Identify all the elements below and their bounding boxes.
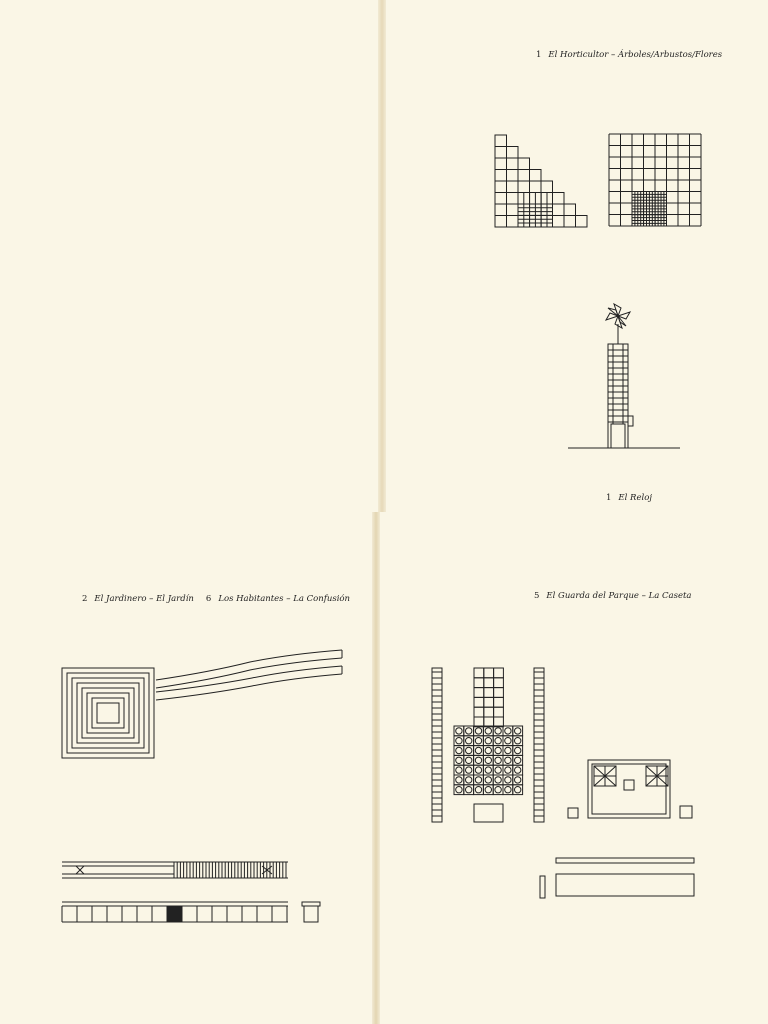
square-grid-drawing xyxy=(608,133,702,227)
caption-number: 5 xyxy=(534,591,540,601)
hut-plan-drawing xyxy=(566,758,698,824)
caption-horticultor xyxy=(536,50,722,60)
caption-jardinero xyxy=(82,594,350,604)
caption-number: 6 xyxy=(205,594,212,604)
gutter xyxy=(372,512,380,1024)
keeper-plan-drawing xyxy=(430,666,550,826)
caption-number: 2 xyxy=(82,594,88,604)
caption-text: Los Habitantes – La Confusión xyxy=(218,594,351,604)
caption-guarda xyxy=(534,591,691,601)
caption-number: 1 xyxy=(536,50,542,60)
spread-bottom xyxy=(0,512,768,1024)
gutter xyxy=(378,0,386,512)
caption-text: El Guarda del Parque – La Caseta xyxy=(546,591,692,601)
left-page-blank xyxy=(0,0,384,512)
staircase-grid-drawing xyxy=(494,134,588,226)
caption-number: 1 xyxy=(606,493,612,503)
hut-elevation-drawing xyxy=(538,858,698,906)
clock-tower-drawing xyxy=(568,296,680,452)
caption-reloj xyxy=(606,493,652,503)
caption-text: El Reloj xyxy=(618,493,652,503)
caption-text: El Horticultor – Árboles/Arbustos/Flores xyxy=(548,50,723,60)
long-plan-drawing xyxy=(62,862,362,924)
caption-text: El Jardinero – El Jardín xyxy=(94,594,194,604)
spiral-garden-drawing xyxy=(60,646,344,772)
